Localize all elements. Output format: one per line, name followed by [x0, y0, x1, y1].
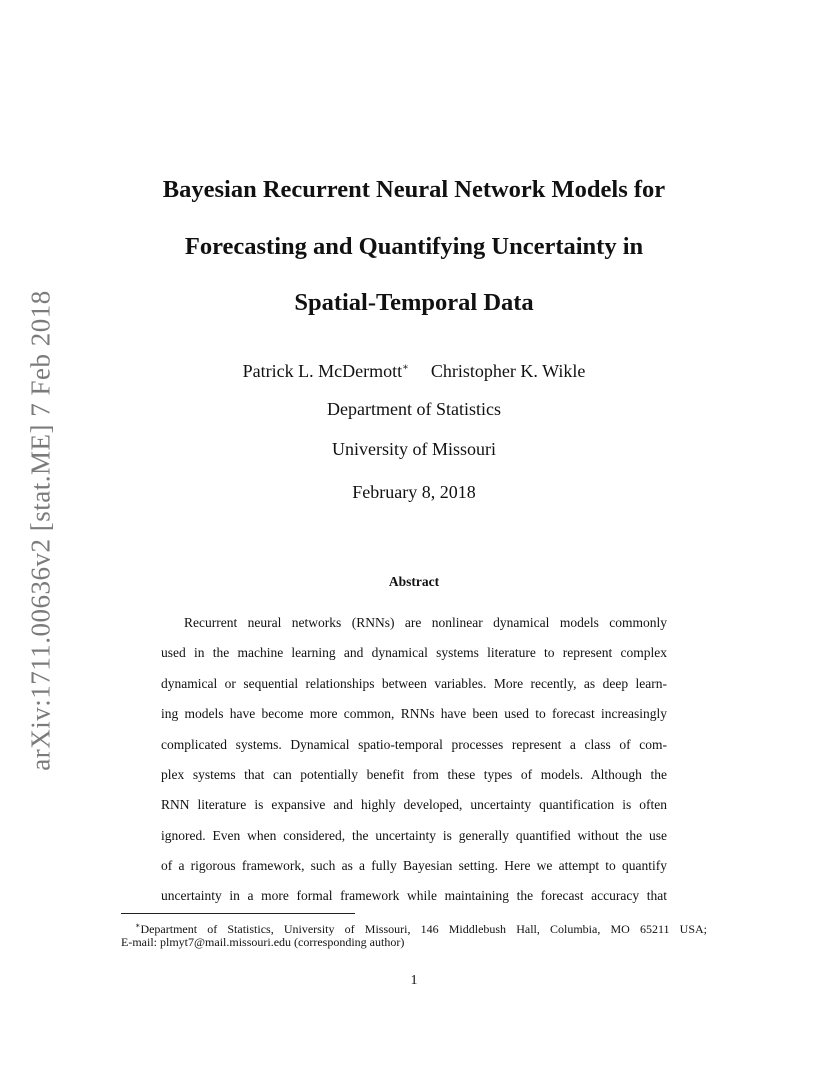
- abstract-line: dynamical or sequential relationships between variables. More recently, as deep learn-: [161, 676, 667, 691]
- author-name: Patrick L. McDermott: [242, 361, 403, 381]
- abstract-line: complicated systems. Dynamical spatio-temporal processes represent a class of com-: [161, 737, 667, 752]
- abstract-heading: Abstract: [388, 574, 440, 589]
- abstract-line: ignored. Even when considered, the uncertainty is generally quantified without the use: [161, 828, 667, 843]
- footnote-rule: [121, 913, 355, 914]
- paper-title-line-2: Forecasting and Quantifying Uncertainty in: [184, 233, 644, 260]
- affiliation-department: Department of Statistics: [327, 399, 501, 419]
- abstract-line: used in the machine learning and dynamical systems literature to represent complex: [161, 645, 667, 660]
- abstract-line: Recurrent neural networks (RNNs) are nonlinear dynamical models commonly: [184, 615, 667, 630]
- author-name: Christopher K. Wikle: [430, 361, 586, 381]
- author-footnote-mark: ∗: [402, 362, 409, 373]
- page-number: 1: [410, 973, 418, 988]
- abstract-line: uncertainty in a more formal framework while maintaining the forecast accuracy that: [161, 888, 667, 903]
- affiliation-university: University of Missouri: [332, 439, 496, 459]
- abstract-line: RNN literature is expansive and highly developed, uncertainty quantification is often: [161, 797, 667, 812]
- abstract-line: plex systems that can potentially benefit from these types of models. Although the: [161, 767, 667, 782]
- footnote-email: E-mail: plmyt7@mail.missouri.edu (corresponding author): [121, 935, 405, 949]
- paper-title-line-3: Spatial-Temporal Data: [294, 289, 534, 316]
- paper-title-line-1: Bayesian Recurrent Neural Network Models for: [162, 176, 666, 203]
- abstract-line: ing models have become more common, RNNs have been used to forecast increasingly: [161, 706, 667, 721]
- footnote-address: Department of Statistics, University of Missouri, 146 Middlebush Hall, Columbia, MO 65211 USA;: [140, 922, 707, 936]
- author-list: [0, 356, 828, 383]
- footnote-mark: ∗: [135, 921, 141, 930]
- abstract-line: of a rigorous framework, such as a fully Bayesian setting. Here we attempt to quantify: [161, 858, 667, 873]
- arxiv-identifier-text: arXiv:1711.00636v2 [stat.ME] 7 Feb 2018: [25, 289, 56, 771]
- paper-date: February 8, 2018: [352, 482, 476, 502]
